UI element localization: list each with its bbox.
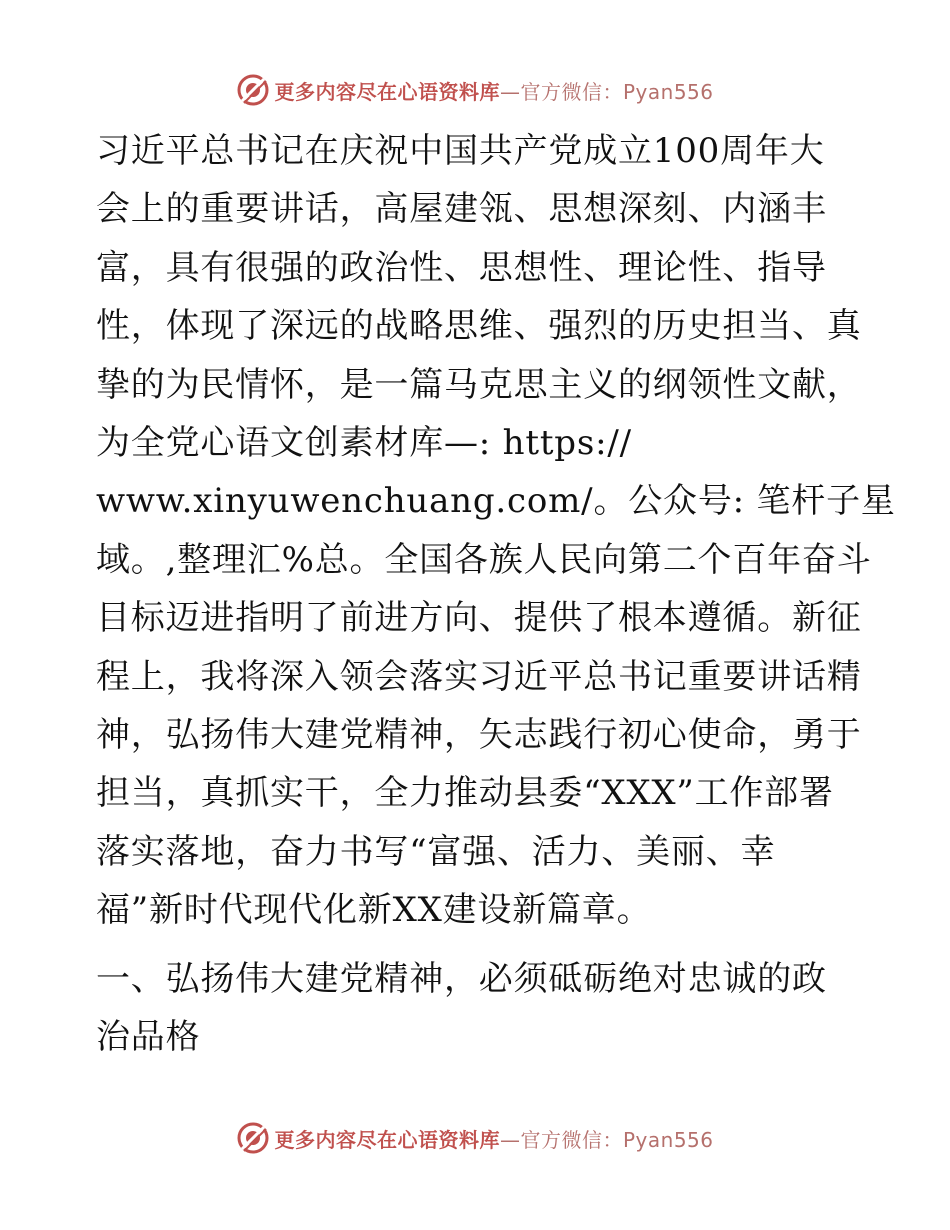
banner-text [274, 1124, 713, 1153]
body-line: 福”新时代现代化新XX建设新篇章。 [96, 890, 652, 931]
body-line: 会上的重要讲话，高屋建瓴、思想深刻、内涵丰 [96, 189, 827, 230]
body-line: 富，具有很强的政治性、思想性、理论性、指导 [96, 247, 827, 288]
body-line: 担当，真抓实干，全力推动县委“XXX”工作部署 [96, 773, 834, 814]
body-line: www.xinyuwenchuang.com/。公众号: 笔杆子星 [96, 481, 896, 522]
body-line: 习近平总书记在庆祝中国共产党成立100周年大 [96, 131, 825, 171]
heading-line: 一、弘扬伟大建党精神，必须砥砺绝对忠诚的政 [96, 959, 827, 999]
bottom-watermark-banner [0, 1118, 950, 1158]
body-line: 神，弘扬伟大建党精神，矢志践行初心使命，勇于 [96, 714, 862, 755]
red-seal-logo-icon [236, 1121, 270, 1155]
body-paragraph [96, 122, 896, 939]
body-line: 挚的为民情怀，是一篇马克思主义的纲领性文献， [96, 364, 862, 405]
body-line: 域。,整理汇%总。全国各族人民向第二个百年奋斗 [96, 539, 872, 580]
red-seal-logo-icon [236, 73, 270, 107]
top-watermark-banner [0, 70, 950, 110]
body-line: 为全党心语文创素材库—: https:// [96, 422, 632, 463]
body-line: 程上，我将深入领会落实习近平总书记重要讲话精 [96, 656, 862, 697]
body-line: 性，体现了深远的战略思维、强烈的历史担当、真 [96, 306, 862, 347]
banner-main-text: 更多内容尽在心语资料库 [274, 1127, 500, 1152]
banner-text [274, 76, 713, 105]
heading-line: 治品格 [96, 1017, 201, 1057]
section-heading [96, 950, 858, 1066]
banner-separator-text: —官方微信： [499, 79, 623, 104]
banner-main-text: 更多内容尽在心语资料库 [274, 79, 500, 104]
body-line: 目标迈进指明了前进方向、提供了根本遵循。新征 [96, 598, 862, 639]
banner-separator-text: —官方微信： [499, 1127, 623, 1152]
body-line: 落实落地，奋力书写“富强、活力、美丽、幸 [96, 831, 776, 872]
banner-wechat-id: Pyan556 [622, 79, 714, 104]
banner-wechat-id: Pyan556 [622, 1127, 714, 1152]
